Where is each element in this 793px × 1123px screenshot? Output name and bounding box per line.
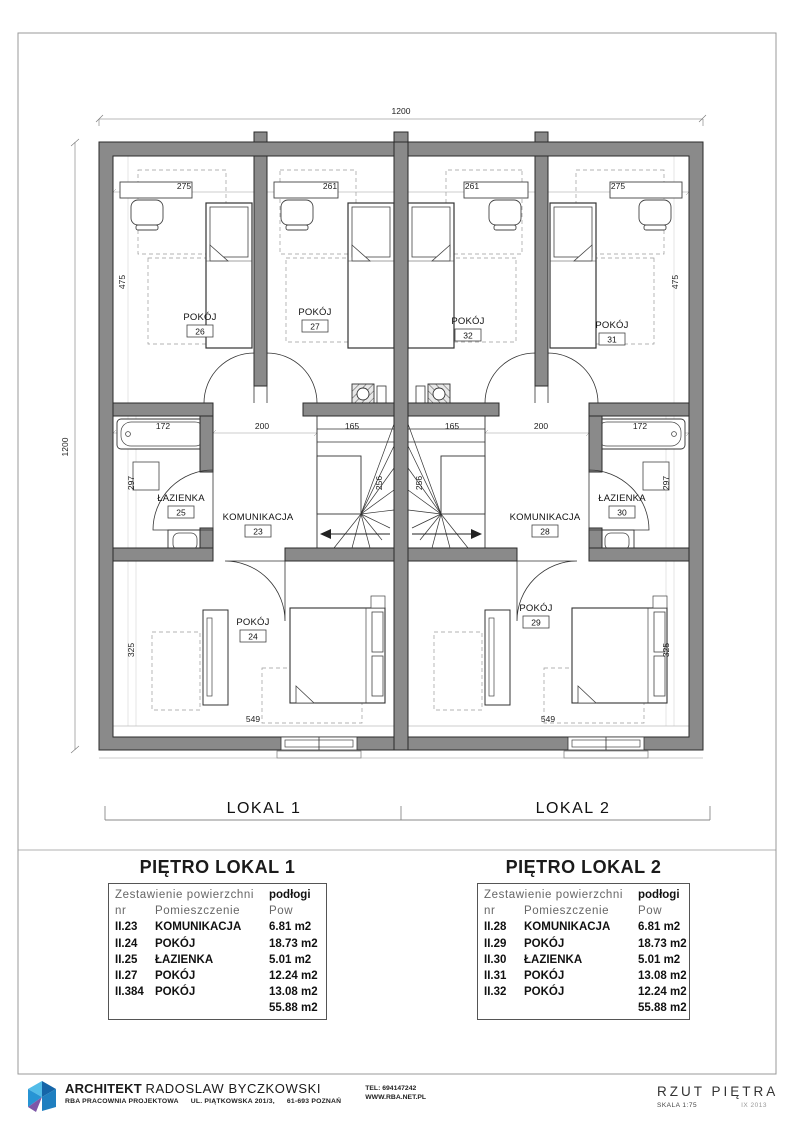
drawing-date: IX 2013 <box>741 1102 767 1109</box>
phone: TEL: 694147242 <box>365 1085 417 1092</box>
table-title: PIĘTRO LOKAL 1 <box>139 857 296 877</box>
dim-325-r: 325 <box>661 642 671 658</box>
dim-275-r: 275 <box>610 181 626 191</box>
room-label-23: KOMUNIKACJA <box>222 512 294 523</box>
dim-261-l: 261 <box>322 181 338 191</box>
firm-address: UL. PIĄTKOWSKA 201/3, <box>190 1098 275 1105</box>
room-label-30: ŁAZIENKA <box>598 493 646 504</box>
dim-256-l: 256 <box>374 475 384 491</box>
room-num-31: 31 <box>607 334 617 345</box>
architect-info <box>65 1081 351 1105</box>
party-wall <box>394 142 408 750</box>
table-row: II.384 POKÓJ 13.08 m2 <box>115 986 318 999</box>
table-box: Zestawienie powierzchni podłogi nr Pomieszczenie Pow II.28 KOMUNIKACJA 6.81 m2 II.29 POKÓJ 18.73 m2 II.30 ŁAZIENKA 5.01 m2 II.31 POKÓJ 13.08 m2 II.32 POKÓJ 12.24 m2 55.88 m2 <box>477 883 690 1020</box>
dim-261-r: 261 <box>464 181 480 191</box>
dim-left: 1200 <box>60 437 70 457</box>
room-num-26: 26 <box>195 326 205 337</box>
room-num-28: 28 <box>540 526 550 537</box>
table-row: II.25 ŁAZIENKA 5.01 m2 <box>115 953 312 966</box>
dim-256-r: 256 <box>414 475 424 491</box>
table-row: II.32 POKÓJ 12.24 m2 <box>484 986 687 999</box>
dim-297-l: 297 <box>126 475 136 491</box>
table-header: Zestawienie powierzchni <box>484 889 624 901</box>
drawing-scale: SKALA 1:75 <box>657 1102 698 1109</box>
room-label-24: POKÓJ <box>236 617 270 628</box>
table-row: II.24 POKÓJ 18.73 m2 <box>115 937 318 950</box>
firm-name: RBA PRACOWNIA PROJEKTOWA <box>65 1098 179 1105</box>
website: WWW.RBA.NET.PL <box>365 1094 427 1101</box>
room-num-27: 27 <box>310 321 320 332</box>
lokal-1-label: LOKAL 1 <box>226 800 302 817</box>
room-label-25: ŁAZIENKA <box>157 493 205 504</box>
room-label-32: POKÓJ <box>451 316 485 327</box>
room-num-25: 25 <box>176 507 186 518</box>
firm-city: 61-693 POZNAŃ <box>286 1098 342 1105</box>
dim-top: 1200 <box>391 106 411 116</box>
table-row: II.23 KOMUNIKACJA 6.81 m2 <box>115 921 312 934</box>
table-box: Zestawienie powierzchni podłogi nr Pomieszczenie Pow II.23 KOMUNIKACJA 6.81 m2 II.24 POKÓJ 18.73 m2 II.25 ŁAZIENKA 5.01 m2 II.27 POKÓJ 12.24 m2 II.384 POKÓJ 13.08 m2 55.88 m2 <box>108 883 327 1020</box>
dim-549-r: 549 <box>540 714 556 724</box>
dim-475-l: 475 <box>117 274 127 290</box>
dim-172-l: 172 <box>155 421 171 431</box>
table-row: II.30 ŁAZIENKA 5.01 m2 <box>484 953 681 966</box>
title-block <box>26 1081 426 1113</box>
room-label-31: POKÓJ <box>595 320 629 331</box>
dim-200-l: 200 <box>254 421 270 431</box>
dim-475-r: 475 <box>670 274 680 290</box>
dim-200-r: 200 <box>533 421 549 431</box>
drawing-stamp <box>657 1084 779 1109</box>
table-row: II.31 POKÓJ 13.08 m2 <box>484 969 687 982</box>
room-label-28: KOMUNIKACJA <box>509 512 581 523</box>
table-row: II.28 KOMUNIKACJA 6.81 m2 <box>484 921 681 934</box>
firm-line <box>65 1098 351 1105</box>
area-table-lokal-2 <box>477 857 690 1020</box>
dim-165-l: 165 <box>344 421 360 431</box>
dim-549-l: 549 <box>245 714 261 724</box>
table-header: Zestawienie powierzchni <box>115 889 255 901</box>
room-num-29: 29 <box>531 617 541 628</box>
brand-label: ARCHITEKT <box>65 1081 142 1096</box>
lokal-bracket <box>105 806 710 820</box>
room-num-23: 23 <box>253 526 263 537</box>
dim-172-r: 172 <box>632 421 648 431</box>
room-label-26: POKÓJ <box>183 312 217 323</box>
table-title: PIĘTRO LOKAL 2 <box>505 857 662 877</box>
table-row: II.29 POKÓJ 18.73 m2 <box>484 937 687 950</box>
contact-info <box>365 1084 426 1102</box>
table-row: II.27 POKÓJ 12.24 m2 <box>115 969 318 982</box>
dim-275-l: 275 <box>176 181 192 191</box>
dim-297-r: 297 <box>661 475 671 491</box>
drawing-title: RZUT PIĘTRA <box>657 1084 779 1099</box>
room-label-27: POKÓJ <box>298 307 332 318</box>
room-label-29: POKÓJ <box>519 603 553 614</box>
table-total-row: 55.88 m2 <box>638 1002 687 1015</box>
dim-165-r: 165 <box>444 421 460 431</box>
dim-325-l: 325 <box>126 642 136 658</box>
rba-logo <box>26 1081 58 1113</box>
table-total-row: 55.88 m2 <box>269 1002 318 1015</box>
lokal-2-label: LOKAL 2 <box>535 800 611 817</box>
architect-name: RADOSLAW BYCZKOWSKI <box>145 1081 322 1096</box>
room-num-24: 24 <box>248 631 258 642</box>
room-num-30: 30 <box>617 507 627 518</box>
area-table-lokal-1 <box>108 857 327 1020</box>
room-num-32: 32 <box>463 330 473 341</box>
wall-piers-top <box>254 132 548 142</box>
